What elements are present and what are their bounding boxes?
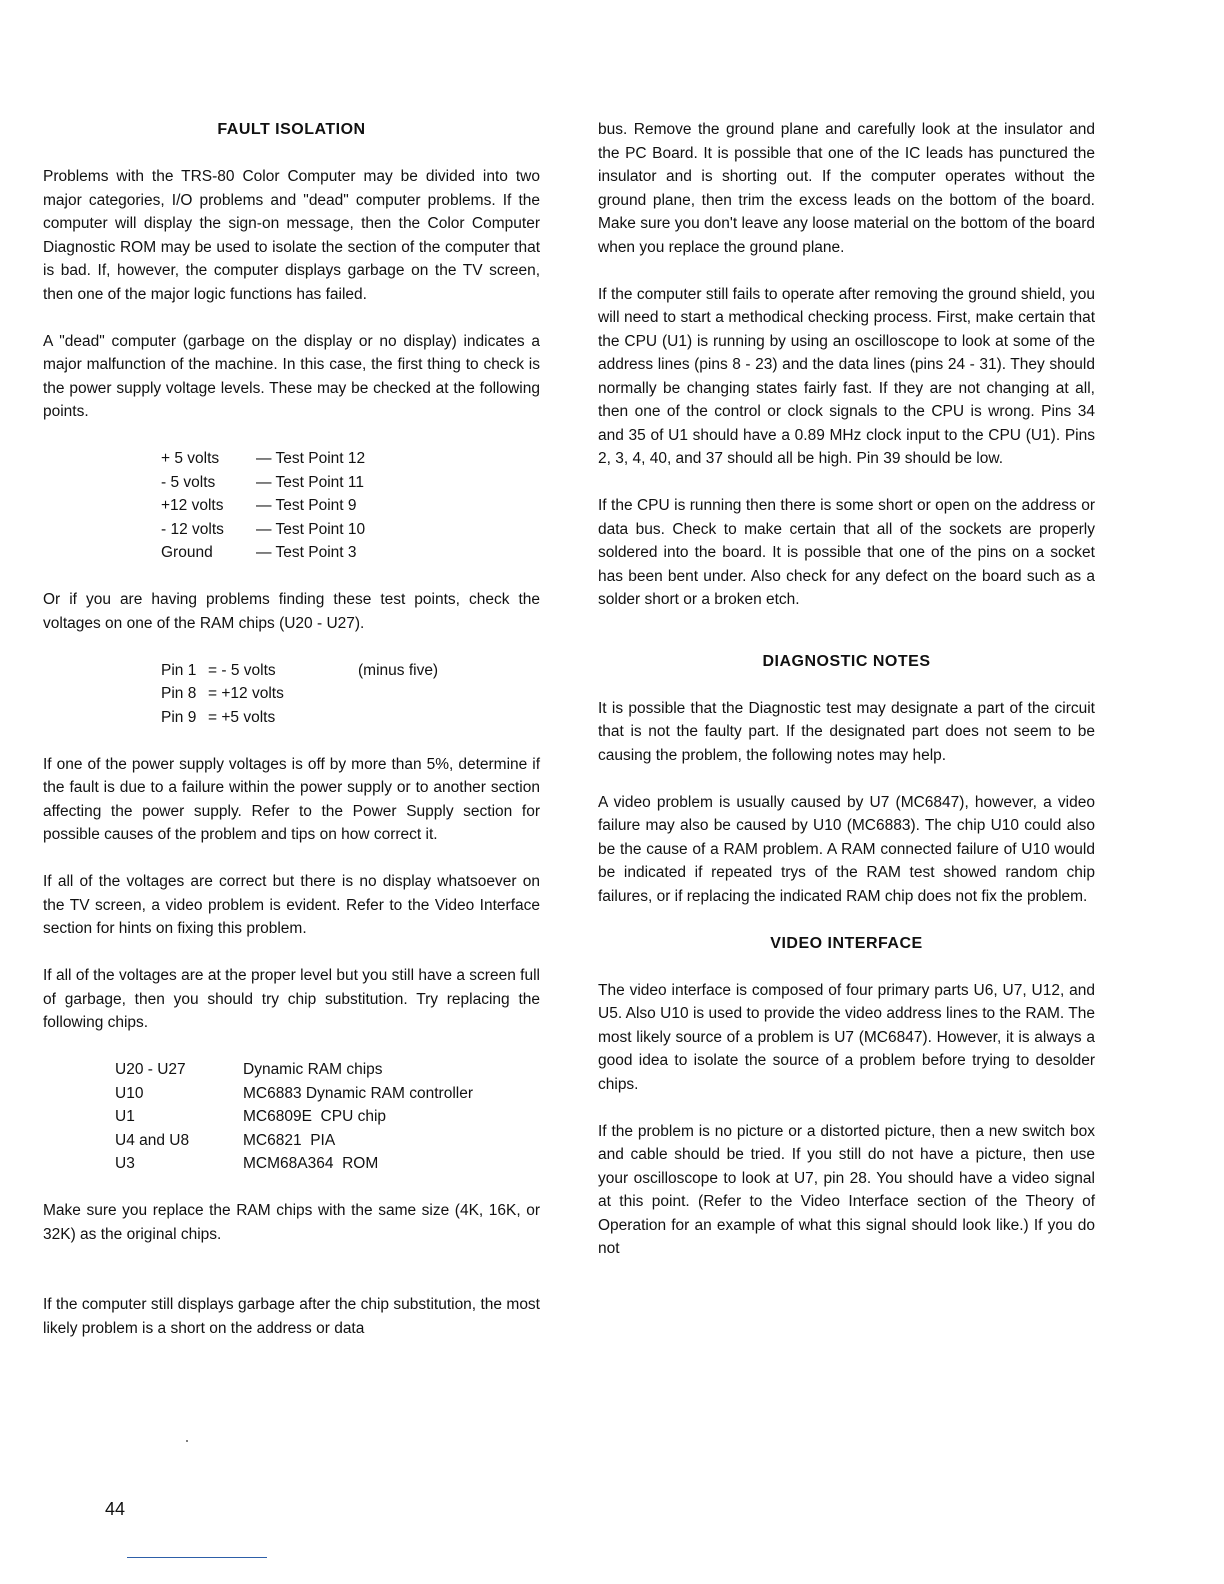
list-item: U20 - U27 Dynamic RAM chips: [115, 1061, 383, 1078]
paragraph: Problems with the TRS-80 Color Computer may be divided into two major categories, I/O problems and "dead" computer problems. If the computer will display the sign-on message, then the Color Computer Diagnostic ROM may be used to isolate the section of the computer that is bad. If, however, the computer displays garbage on the TV screen, then one of the major logic functions has failed.: [43, 168, 540, 303]
list-item: Ground — Test Point 3: [161, 544, 357, 561]
list-item: - 12 volts — Test Point 10: [161, 520, 366, 538]
paragraph: Or if you are having problems finding these test points, check the voltages on one of the RAM chips (U20 - U27).: [43, 591, 540, 632]
paragraph: It is possible that the Diagnostic test may designate a part of the circuit that is not the faulty part. If the designated part does not seem to be causing the problem, the following notes may help.: [598, 699, 1095, 764]
section-heading-fault-isolation: FAULT ISOLATION: [217, 121, 366, 138]
list-item: Pin 9 = +5 volts: [161, 708, 276, 726]
list-item: Pin 1 = - 5 volts (minus five): [161, 661, 439, 679]
paragraph: Make sure you replace the RAM chips with the same size (4K, 16K, or 32K) as the original chips.: [43, 1202, 540, 1243]
paragraph: If the problem is no picture or a distorted picture, then a new switch box and cable should be tried. If you still do not have a picture, then use your oscilloscope to look at U7, pin 28. You should have a video signal at this point. (Refer to the Video Interface section of the Theory of Operation for an example of what this signal should look like.) If you do not: [598, 1122, 1095, 1257]
right-column: [598, 118, 1095, 1284]
paragraph: If one of the power supply voltages is off by more than 5%, determine if the fault is due to a failure within the power supply or to another section affecting the power supply. Refer to the Power Supply section for possible causes of the problem and tips on how correct it.: [43, 755, 540, 843]
list-item: U10 MC6883 Dynamic RAM controller: [115, 1084, 473, 1102]
list-item: U4 and U8 MC6821 PIA: [115, 1131, 336, 1149]
paragraph: If all of the voltages are correct but there is no display whatsoever on the TV screen, a video problem is evident. Refer to the Video Interface section for hints on fixing this problem.: [43, 873, 540, 937]
paragraph: A "dead" computer (garbage on the display or no display) indicates a major malfunction of the machine. In this case, the first thing to check is the power supply voltage levels. These may be checked at the following points.: [43, 332, 540, 420]
paragraph: If the computer still displays garbage after the chip substitution, the most likely problem is a short on the address or data: [43, 1296, 540, 1337]
page-number: 44: [105, 1499, 126, 1519]
voltage-test-point-list: [43, 447, 540, 565]
section-heading-video-interface: VIDEO INTERFACE: [770, 934, 923, 952]
section-heading-diagnostic-notes: DIAGNOSTIC NOTES: [762, 652, 931, 670]
paragraph: A video problem is usually caused by U7 (MC6847), however, a video failure may also be caused by U10 (MC6883). The chip U10 could also be the cause of a RAM problem. A RAM connected failure of U10 would be indicated if repeated trys of the RAM test showed random chip failures, or if replacing the indicated RAM chip does not fix the problem.: [598, 793, 1095, 905]
list-item: Pin 8 = +12 volts: [161, 685, 284, 702]
paragraph: If all of the voltages are at the proper level but you still have a screen full of garbage, then you should try chip substitution. Try replacing the following chips.: [43, 967, 540, 1031]
left-column: [43, 118, 540, 1364]
list-item: - 5 volts — Test Point 11: [161, 473, 364, 491]
scan-edge-line: [127, 1557, 267, 1558]
chip-substitution-list: [43, 1058, 540, 1176]
list-item: U3 MCM68A364 ROM: [115, 1155, 379, 1172]
list-item: + 5 volts — Test Point 12: [161, 450, 366, 467]
list-item: +12 volts — Test Point 9: [161, 497, 357, 514]
paragraph: bus. Remove the ground plane and carefully look at the insulator and the PC Board. It is possible that one of the IC leads has punctured the insulator and is shorting out. If the computer operates without the ground plane, then trim the excess leads on the bottom of the board. Make sure you don't leave any loose material on the bottom of the board when you replace the ground plane.: [598, 121, 1095, 256]
paragraph: If the computer still fails to operate after removing the ground shield, you will need to start a methodical checking process. First, make certain that the CPU (U1) is running by using an oscilloscope to look at some of the address lines (pins 8 - 23) and the data lines (pins 24 - 31). They should normally be changing states fairly fast. If they are not changing at all, then one of the control or clock signals to the CPU is wrong. Pins 34 and 35 of U1 should have a 0.89 MHz clock input to the CPU (U1). Pins 2, 3, 4, 40, and 37 should all be high. Pin 39 should be low.: [598, 285, 1095, 467]
list-item: U1 MC6809E CPU chip: [115, 1108, 387, 1125]
scan-speck: [186, 1440, 188, 1442]
paragraph: If the CPU is running then there is some short or open on the address or data bus. Check to make certain that all of the sockets are properly soldered into the board. It is possible that one of the pins on a socket has been bent under. Also check for any defect on the board such as a solder short or a broken etch.: [598, 497, 1095, 608]
ram-pin-voltage-list: [43, 659, 540, 730]
paragraph: The video interface is composed of four primary parts U6, U7, U12, and U5. Also U10 is used to provide the video address lines to the RAM. The most likely source of a problem is U7 (MC6847). However, it is always a good idea to isolate the source of a problem before trying to desolder chips.: [598, 981, 1095, 1093]
